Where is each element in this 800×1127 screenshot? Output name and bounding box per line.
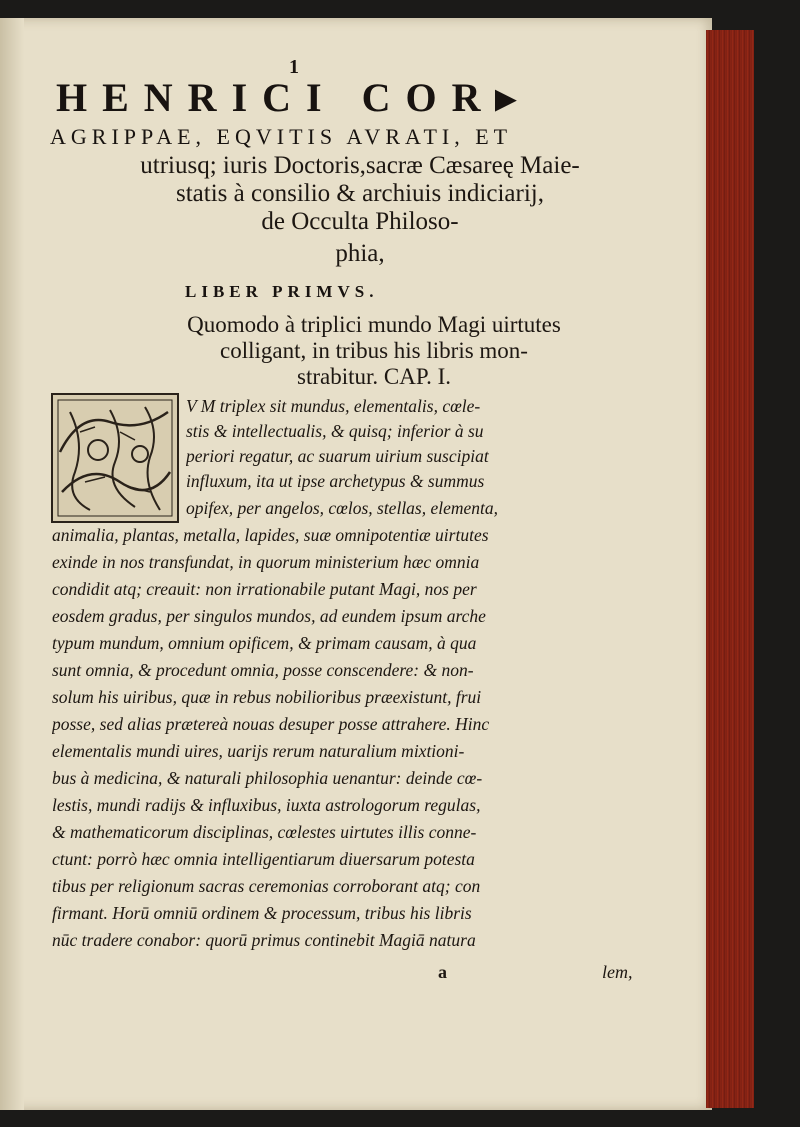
body-line: solum his uiribus, quæ in rebus nobilioribus præexistunt, frui: [52, 687, 482, 707]
body-line: influxum, ita ut ipse archetypus & summus: [186, 471, 485, 491]
body-line: & mathematicorum disciplinas, cœlestes uirtutes illis conne-: [52, 822, 477, 842]
body-line: stis & intellectualis, & quisq; inferior à su: [186, 421, 484, 441]
chapter-heading-line-1: Quomodo à triplici mundo Magi uirtutes: [187, 312, 561, 337]
body-line: firmant. Horū omniū ordinem & processum, tribus his libris: [52, 903, 472, 923]
liber-heading: LIBER PRIMVS.: [185, 282, 379, 301]
body-line: nūc tradere conabor: quorū primus continebit Magiā natura: [52, 930, 476, 950]
body-line: lestis, mundi radijs & influxibus, iuxta astrologorum regulas,: [52, 795, 481, 815]
page-gutter: [0, 18, 24, 1110]
body-line: exinde in nos transfundat, in quorum ministerium hæc omnia: [52, 552, 480, 572]
title-line-3: utriusq; iuris Doctoris,sacræ Cæsareę Maie-: [140, 152, 580, 179]
body-line: elementalis mundi uires, uarijs rerum naturalium mixtioni-: [52, 741, 465, 761]
body-line: opifex, per angelos, cœlos, stellas, elementa,: [186, 498, 499, 518]
page-edges: [706, 30, 754, 1108]
body-line: posse, sed alias prætereà nouas desuper posse attrahere. Hinc: [52, 714, 490, 734]
body-line: periori regatur, ac suarum uirium suscipiat: [186, 446, 489, 466]
title-line-6: phia,: [335, 240, 385, 267]
background-shadow: [754, 30, 800, 1108]
body-line: tibus per religionum sacras ceremonias corroborant atq; con: [52, 876, 481, 896]
title-line-5: de Occulta Philoso-: [261, 208, 459, 235]
decorated-initial-icon: [50, 392, 180, 524]
catchword: lem,: [602, 962, 633, 982]
body-line: bus à medicina, & naturali philosophia uenantur: deinde cœ-: [52, 768, 483, 788]
signature-mark: a: [438, 962, 447, 982]
title-line-4: statis à consilio & archiuis indiciarij,: [176, 180, 544, 207]
body-line: typum mundum, omnium opificem, & primam causam, à qua: [52, 633, 477, 653]
chapter-heading-line-3: strabitur. CAP. I.: [297, 364, 451, 389]
title-line-2: AGRIPPAE, EQVITIS AVRATI, ET: [50, 124, 513, 149]
body-line: animalia, plantas, metalla, lapides, suæ omnipotentiæ uirtutes: [52, 525, 489, 545]
body-line: sunt omnia, & procedunt omnia, posse conscendere: & non-: [52, 660, 474, 680]
body-line: V M triplex sit mundus, elementalis, cœle-: [186, 396, 481, 416]
page-number: 1: [289, 56, 299, 78]
title-line-1: HENRICI COR▸: [56, 75, 531, 120]
body-line: condidit atq; creauit: non irrationabile putant Magi, nos per: [52, 579, 477, 599]
body-line: eosdem gradus, per singulos mundos, ad eundem ipsum arche: [52, 606, 486, 626]
chapter-heading-line-2: colligant, in tribus his libris mon-: [220, 338, 528, 363]
body-line: ctunt: porrò hæc omnia intelligentiarum diuersarum potesta: [52, 849, 475, 869]
